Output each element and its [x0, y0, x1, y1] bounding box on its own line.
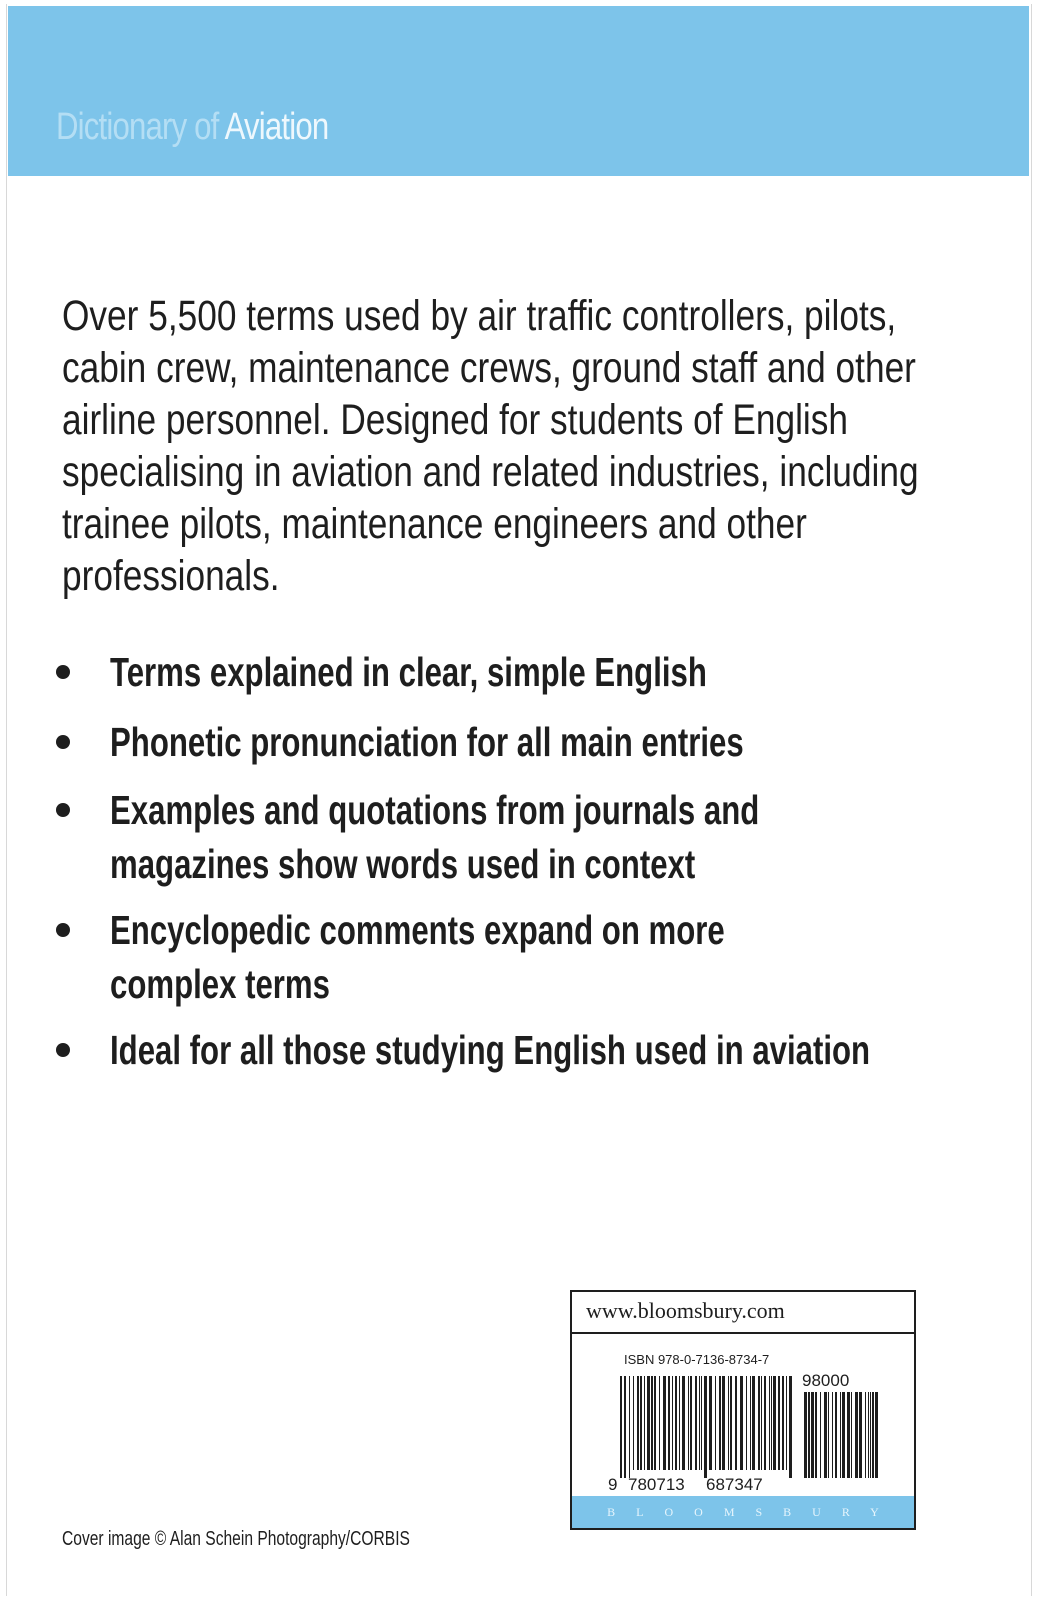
barcode-bar — [730, 1376, 732, 1470]
feature-text: Examples and quotations from journals and magazines show words used in context — [110, 787, 760, 887]
cover-image-credit: Cover image © Alan Schein Photography/CORBIS — [62, 1528, 410, 1550]
barcode-bar — [663, 1376, 666, 1470]
feature-text: Ideal for all those studying English used in aviation — [110, 1027, 871, 1073]
barcode-bar — [620, 1376, 622, 1478]
barcode-bar — [835, 1392, 837, 1478]
price-addon-bars — [804, 1392, 878, 1478]
barcode-bar — [872, 1392, 874, 1478]
barcode-bar — [672, 1376, 673, 1470]
barcode-bar — [688, 1376, 689, 1470]
barcode-bar — [740, 1376, 743, 1470]
barcode-bar — [786, 1376, 787, 1470]
barcode-bar — [828, 1392, 829, 1478]
publisher-url: www.bloomsbury.com — [572, 1292, 914, 1334]
barcode-bar — [624, 1376, 626, 1478]
barcode-bar — [682, 1376, 685, 1470]
barcode-bar — [654, 1376, 656, 1470]
barcode-bar — [647, 1376, 650, 1470]
barcode-bar — [651, 1376, 653, 1470]
barcode-bar — [668, 1376, 670, 1470]
feature-text: Encyclopedic comments expand on more complex terms — [110, 907, 725, 1007]
barcode-bar — [675, 1376, 677, 1470]
publisher-strip — [572, 1496, 914, 1528]
barcode-bar — [659, 1376, 660, 1470]
bullet-icon — [56, 735, 70, 749]
series-title-subject: Aviation — [224, 106, 329, 148]
barcode-bar — [699, 1376, 700, 1470]
barcode-bar — [761, 1376, 762, 1470]
barcode-bar — [640, 1376, 642, 1470]
barcode-digits-left: 780713 — [628, 1475, 685, 1494]
barcode-bar — [715, 1376, 716, 1470]
barcode-bar — [808, 1392, 810, 1478]
barcode-bar — [875, 1392, 878, 1478]
barcode-bar — [851, 1392, 852, 1478]
barcode-bar — [778, 1376, 780, 1470]
barcode-bar — [847, 1392, 850, 1478]
barcode-bar — [832, 1392, 833, 1478]
barcode-bar — [764, 1376, 766, 1470]
barcode-bar — [769, 1376, 770, 1470]
title-band — [8, 6, 1029, 176]
barcode-bar — [704, 1376, 707, 1478]
barcode-bar — [679, 1376, 680, 1470]
barcode-digits-right: 687347 — [706, 1475, 763, 1494]
barcode-bar — [750, 1376, 751, 1470]
barcode-bar — [824, 1392, 827, 1478]
barcode-bar — [773, 1376, 776, 1470]
barcode-lead-digit: 9 — [608, 1475, 618, 1494]
barcode-bar — [804, 1392, 807, 1478]
barcode-bar — [811, 1392, 814, 1478]
barcode-bar — [735, 1376, 737, 1470]
barcode-bar — [855, 1392, 858, 1478]
barcode-panel — [570, 1290, 916, 1530]
barcode-bar — [746, 1376, 747, 1470]
barcode-bar — [865, 1392, 866, 1478]
publisher-name: BLOOMSBURY — [607, 1504, 900, 1519]
barcode-bar — [771, 1376, 772, 1470]
isbn-number: ISBN 978-0-7136-8734-7 — [624, 1352, 770, 1367]
barcode-bar — [644, 1376, 645, 1470]
barcode-bar — [815, 1392, 817, 1478]
barcode-bar — [695, 1376, 697, 1470]
series-title — [56, 106, 328, 149]
barcode-bar — [842, 1392, 845, 1478]
barcode-bar — [868, 1392, 869, 1478]
barcode-bar — [840, 1392, 841, 1478]
barcode-bar — [870, 1392, 871, 1478]
ean13-bars — [620, 1376, 792, 1478]
barcode-bar — [758, 1376, 760, 1470]
barcode-graphic — [606, 1368, 888, 1498]
barcode-bar — [719, 1376, 721, 1470]
barcode-bar — [789, 1376, 792, 1478]
bullet-icon — [56, 923, 70, 937]
barcode-bar — [633, 1376, 634, 1470]
feature-text: Terms explained in clear, simple English — [110, 649, 707, 695]
bullet-icon — [56, 803, 70, 817]
barcode-bar — [637, 1376, 639, 1470]
barcode-bar — [820, 1392, 821, 1478]
bullet-icon — [56, 665, 70, 679]
barcode-bar — [728, 1376, 729, 1470]
barcode-bar — [722, 1376, 725, 1470]
barcode-bar — [709, 1376, 712, 1470]
book-description: Over 5,500 terms used by air traffic controllers, pilots, cabin crew, maintenance crews, ground staff and other airline personnel. Designed for students of English specialising in aviation and related industries, including trainee pilots, maintenance engineers and other professionals. — [62, 292, 919, 600]
barcode-bar — [629, 1376, 630, 1478]
barcode-bar — [859, 1392, 862, 1478]
barcode-bar — [782, 1376, 784, 1470]
barcode-bar — [752, 1376, 755, 1470]
barcode-bar — [701, 1376, 702, 1470]
series-title-prefix: Dictionary of — [56, 106, 225, 148]
price-code: 98000 — [802, 1371, 850, 1390]
bullet-icon — [56, 1043, 70, 1057]
feature-text: Phonetic pronunciation for all main entries — [110, 719, 744, 765]
barcode-bar — [690, 1376, 692, 1470]
